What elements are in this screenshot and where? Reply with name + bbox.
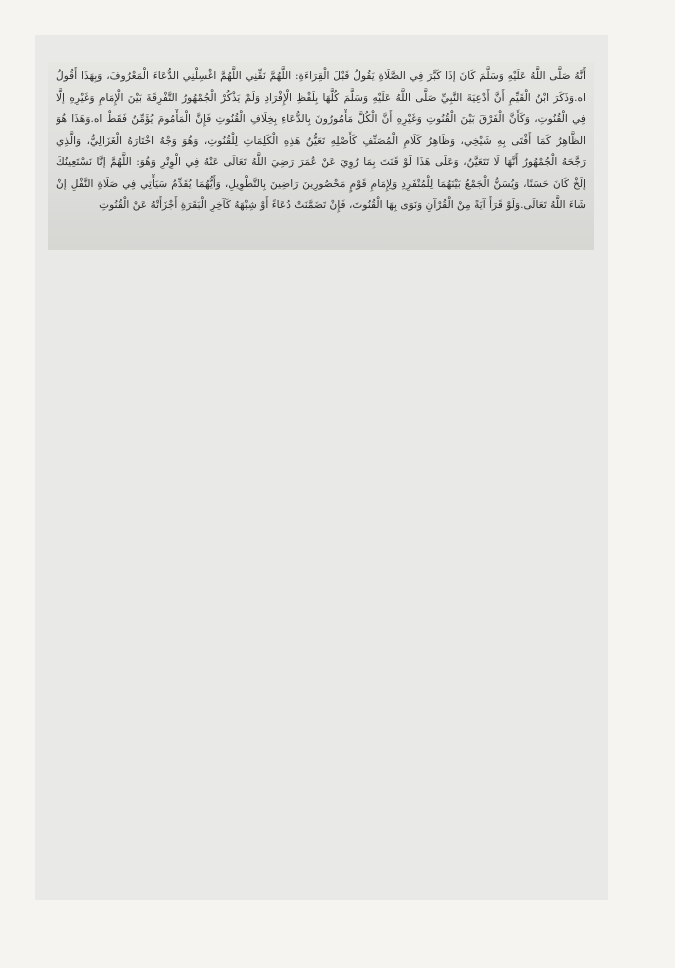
text-line: رَجَّحَهُ الْجُمْهُورُ أَنَّهَا لَا تَتَعَيَّنُ، وَعَلَى هَذَا لَوْ قَنَتَ بِمَا رُوِيَ عَنْ عُمَرَ رَضِيَ اللَّهُ تَعَالَى عَنْهُ فِي الْوِتْرِ وَهُوَ: اللَّهُمَّ إنَّا نَسْتَعِينُكَ [56, 156, 586, 168]
text-line: أَنَّهُ صَلَّى اللَّهُ عَلَيْهِ وَسَلَّمَ كَانَ إذَا كَبَّرَ فِي الصَّلَاةِ يَقُولُ قَبْلَ الْقِرَاءَةِ: اللَّهُمَّ نَقِّنِي اللَّهُمَّ اغْسِلْنِي الدُّعَاءَ الْمَعْرُوفَ، وَبِهَذَا أَقُولُ [56, 70, 586, 82]
text-line: الظَّاهِرُ كَمَا أَفْتَى بِهِ شَيْخِي، وَظَاهِرُ كَلَامِ الْمُصَنِّفِ كَأَصْلِهِ تَعَيُّنُ هَذِهِ الْكَلِمَاتِ لِلْقُنُوتِ، وَهُوَ وَجْهٌ اخْتَارَهُ الْغَزَالِيُّ، وَالَّذِي [56, 134, 586, 147]
text-line: اه.وَذَكَرَ ابْنُ الْقَيِّمِ أَنَّ أَدْعِيَةَ النَّبِيِّ صَلَّى اللَّهُ عَلَيْهِ وَسَلَّمَ كُلَّهَا بِلَفْظِ الْإِفْرَادِ وَلَمْ يَذْكُرْ الْجُمْهُورُ التَّفْرِقَةَ بَيْنَ الْإِمَامِ وَغَيْرِهِ إلَّا [56, 91, 586, 104]
text-line: شَاءَ اللَّهُ تَعَالَى.وَلَوْ قَرَأَ آيَةً مِنْ الْقُرْآنِ وَنَوَى بِهَا الْقُنُوتَ، فَإِنْ تَضَمَّنَتْ دُعَاءً أَوْ شِبْهَهُ كَآخِرِ الْبَقَرَةِ أَجْزَأَتْهُ عَنْ الْقُنُوتِ [99, 199, 586, 211]
text-line: إلَخْ كَانَ حَسَنًا، وَيُسَنُّ الْجَمْعُ بَيْنَهُمَا لِلْمُنْفَرِدِ وَلِإِمَامِ قَوْمٍ مَحْصُورِينَ رَاضِينَ بِالتَّطْوِيلِ، وَأَيُّهُمَا يُقَدِّمُ سَيَأْتِي فِي صَلَاةِ النَّفْلِ إنْ [56, 177, 586, 190]
text-line: فِي الْقُنُوتِ، وَكَأَنَّ الْفَرْقَ بَيْنَ الْقُنُوتِ وَغَيْرِهِ أَنَّ الْكُلَّ مَأْمُورُونَ بِالدُّعَاءِ بِخِلَافِ الْقُنُوتِ فَإِنَّ الْمَأْمُومَ يُؤَمِّنُ فَقَطْ اه.وَهَذَا هُوَ [56, 113, 586, 125]
arabic-text-block [48, 62, 594, 250]
